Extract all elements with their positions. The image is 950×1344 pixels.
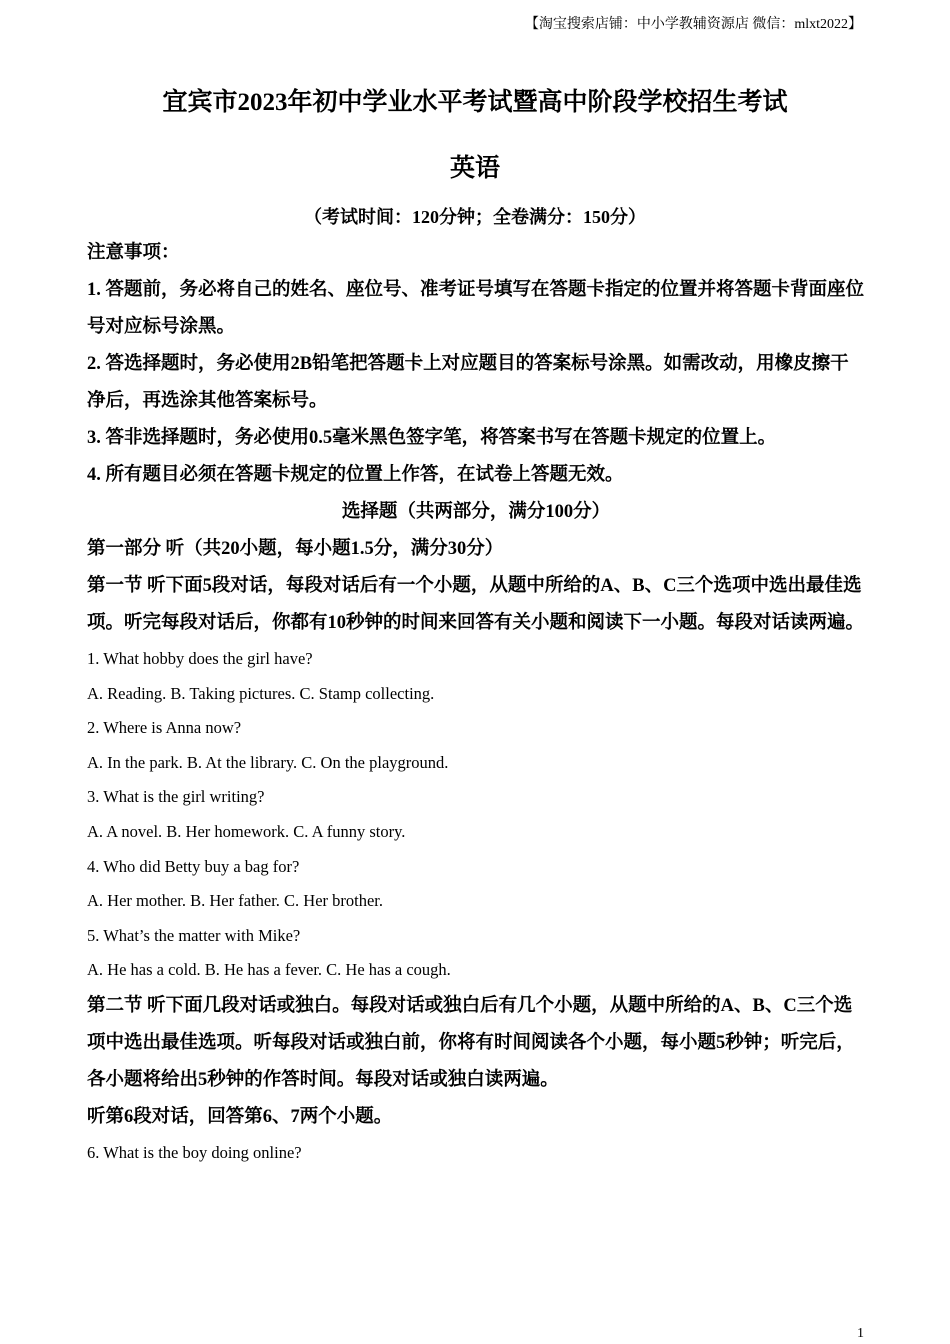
subject-title: 英语 <box>449 155 500 182</box>
choice-section-heading: 选择题（共两部分，满分100分） <box>341 502 611 522</box>
notice-heading: 注意事项： <box>87 243 180 263</box>
section2-instructions: 第二节 听下面几段对话或独白。每段对话或独白后有几个小题，从题中所给的A、B、C三个选项中选出最佳选项。听每段对话或独白前，你将有时间阅读各个小题，每小题5秒钟；听完后，各小题将给出5秒钟的作答时间。每段对话或独白读两遍。 <box>87 995 855 1090</box>
dialogue6-heading: 听第6段对话，回答第6、7两个小题。 <box>87 1106 393 1127</box>
exam-title: 宜宾市2023年初中学业水平考试暨高中阶段学校招生考试 <box>162 89 788 116</box>
section1-instructions: 第一节 听下面5段对话，每段对话后有一个小题，从题中所给的A、B、C三个选项中选出最佳选项。听完每段对话后，你都有10秒钟的时间来回答有关小题和阅读下一小题。每段对话读两遍。 <box>87 576 865 633</box>
page-number: 1 <box>857 1326 864 1341</box>
notice-item: 1. 答题前，务必将自己的姓名、座位号、准考证号填写在答题卡指定的位置并将答题卡背面座位号对应标号涂黑。 <box>87 280 865 337</box>
header-note: 【淘宝搜索店铺：中小学教辅资源店 微信：mlxt2022】 <box>524 17 862 32</box>
part1-heading: 第一部分 听（共20小题，每小题1.5分，满分30分） <box>87 539 504 559</box>
exam-content <box>87 235 865 1171</box>
question-text: 1. What hobby does the girl have? <box>87 649 313 668</box>
notice-item: 4. 所有题目必须在答题卡规定的位置上作答，在试卷上答题无效。 <box>87 465 624 485</box>
question-text: 5. What’s the matter with Mike? <box>87 925 301 945</box>
question-options: A. In the park. B. At the library. C. On the playground. <box>87 752 449 772</box>
question-text: 2. Where is Anna now? <box>87 718 242 738</box>
question-options: A. A novel. B. Her homework. C. A funny story. <box>87 821 406 841</box>
notice-item: 3. 答非选择题时，务必使用0.5毫米黑色签字笔，将答案书写在答题卡规定的位置上。 <box>87 428 777 448</box>
question-text: 4. Who did Betty buy a bag for? <box>87 856 300 876</box>
question-text: 6. What is the boy doing online? <box>87 1142 302 1162</box>
question-options: A. Reading. B. Taking pictures. C. Stamp collecting. <box>87 683 435 703</box>
question-options: A. Her mother. B. Her father. C. Her brother. <box>87 891 384 911</box>
exam-info: （考试时间：120分钟；全卷满分：150分） <box>304 207 646 227</box>
question-options: A. He has a cold. B. He has a fever. C. He has a cough. <box>87 960 451 980</box>
notice-item: 2. 答选择题时，务必使用2B铅笔把答题卡上对应题目的答案标号涂黑。如需改动，用橡皮擦干净后，再选涂其他答案标号。 <box>87 354 849 411</box>
question-text: 3. What is the girl writing? <box>87 787 265 807</box>
